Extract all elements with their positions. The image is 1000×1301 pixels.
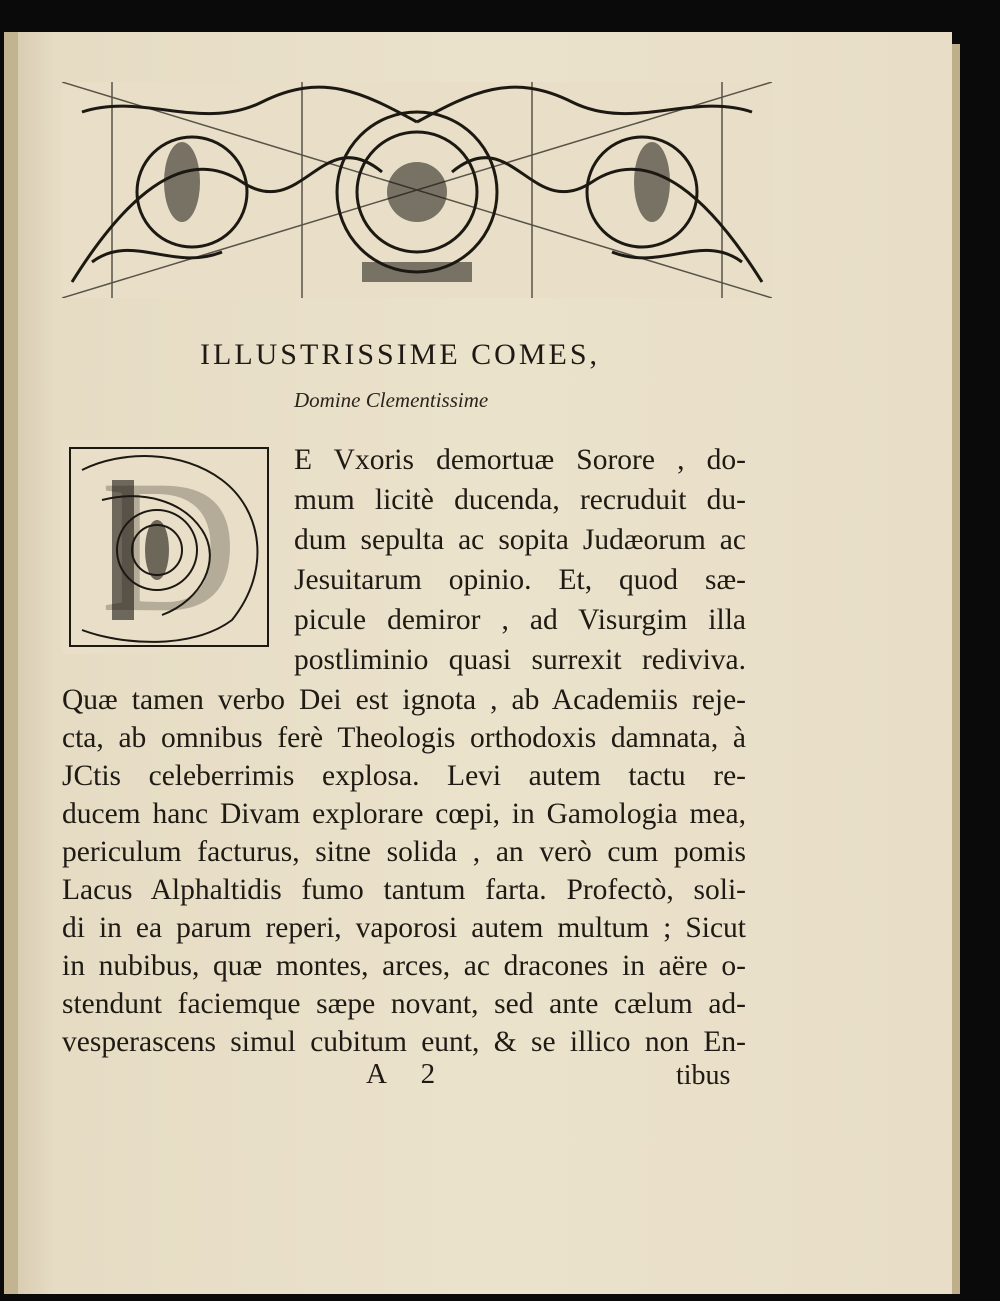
- text-line: mum licitè ducenda, recruduit du-: [294, 484, 746, 516]
- text-line: Jesuitarum opinio. Et, quod sæ-: [294, 564, 746, 596]
- decorated-initial: [62, 440, 276, 654]
- text-line: dum sepulta ac sopita Judæorum ac: [294, 524, 746, 556]
- text-line: picule demiror , ad Visurgim illa: [294, 604, 746, 636]
- page-subheading: Domine Clementissime: [294, 388, 489, 412]
- text-line: vesperascens simul cubitum eunt, & se illico non En-: [62, 1026, 746, 1058]
- text-line: E Vxoris demortuæ Sorore , do-: [294, 444, 746, 476]
- text-line: in nubibus, quæ montes, arces, ac dracones in aëre o-: [62, 950, 746, 982]
- signature-mark: A 2: [366, 1058, 450, 1090]
- text-line: di in ea parum reperi, vaporosi autem multum ; Sicut: [62, 912, 746, 944]
- text-line: JCtis celeberrimis explosa. Levi autem tactu re-: [62, 760, 746, 792]
- text-line: Lacus Alphaltidis fumo tantum farta. Profectò, soli-: [62, 874, 746, 906]
- text-line: postliminio quasi surrexit rediviva.: [294, 644, 746, 676]
- page-heading: ILLUSTRISSIME COMES,: [200, 338, 601, 371]
- text-line: cta, ab omnibus ferè Theologis orthodoxis damnata, à: [62, 722, 746, 754]
- page-edge: [952, 44, 960, 1294]
- initial-letter: D: [100, 442, 238, 652]
- text-line: periculum facturus, sitne solida , an verò cum pomis: [62, 836, 746, 868]
- text-line: Quæ tamen verbo Dei est ignota , ab Academiis reje-: [62, 684, 746, 716]
- text-line: stendunt faciemque sæpe novant, sed ante cælum ad-: [62, 988, 746, 1020]
- text-line: ducem hanc Divam explorare cœpi, in Gamologia mea,: [62, 798, 746, 830]
- catchword: tibus: [676, 1060, 731, 1091]
- ornamental-headpiece: [62, 82, 772, 298]
